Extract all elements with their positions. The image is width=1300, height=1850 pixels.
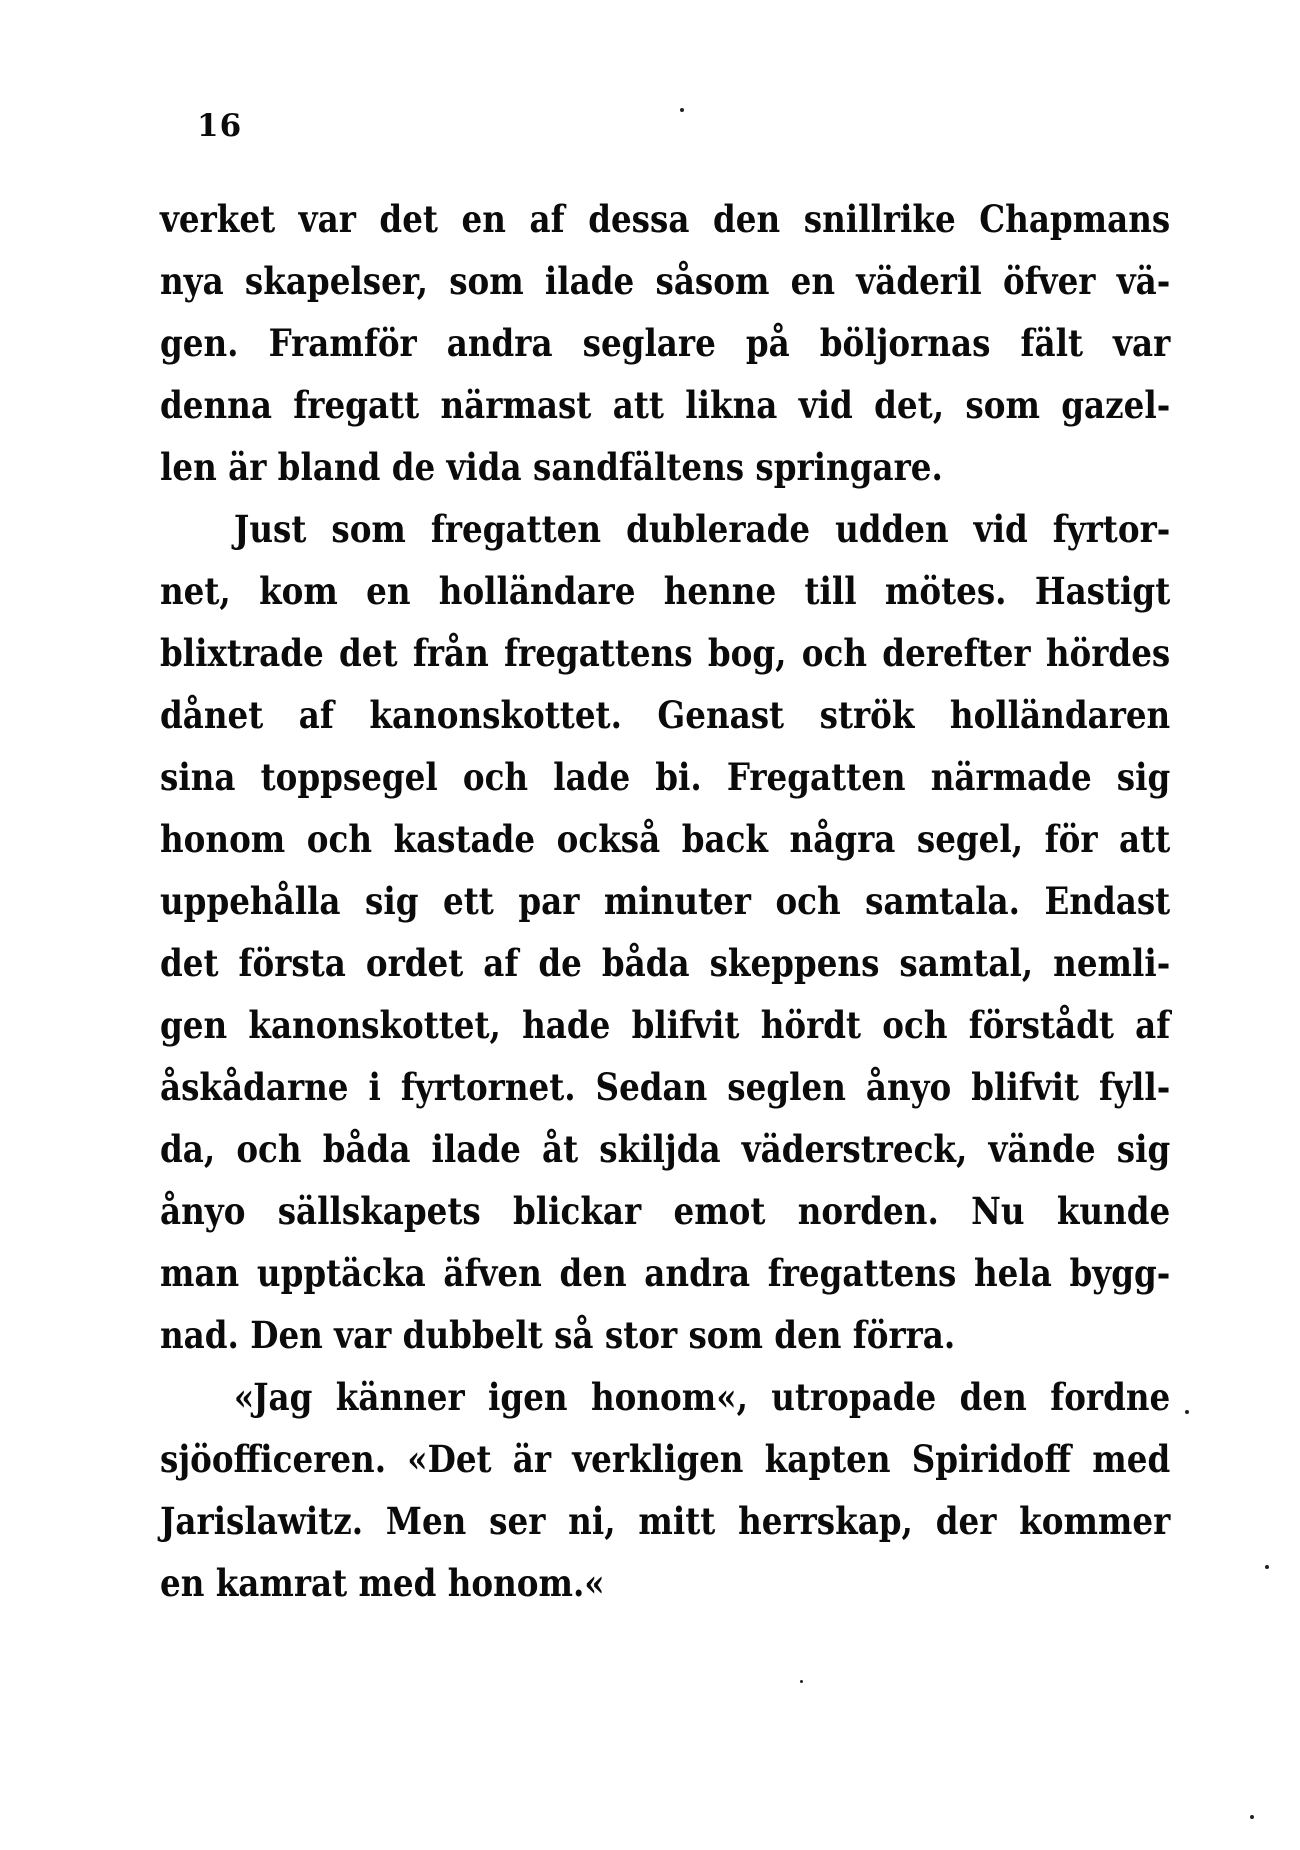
text-line: da, och båda ilade åt skiljda väderstreck, vände sig bbox=[160, 1127, 1171, 1171]
text-line: sjöofficeren. «Det är verkligen kapten Spiridoff med bbox=[160, 1437, 1171, 1481]
text-line: det första ordet af de båda skeppens samtal, nemli- bbox=[160, 941, 1171, 985]
print-speck bbox=[1250, 1815, 1254, 1819]
text-line: åskådarne i fyrtornet. Sedan seglen ånyo blifvit fyll- bbox=[160, 1065, 1171, 1109]
text-line: gen. Framför andra seglare på böljornas fält var bbox=[160, 321, 1171, 365]
text-line: verket var det en af dessa den snillrike Chapmans bbox=[160, 197, 1171, 241]
text-line: sina toppsegel och lade bi. Fregatten närmade sig bbox=[160, 755, 1171, 799]
print-speck bbox=[800, 1680, 803, 1683]
text-line: Jarislawitz. Men ser ni, mitt herrskap, der kommer bbox=[160, 1499, 1171, 1543]
text-line: nad. Den var dubbelt så stor som den förra. bbox=[160, 1313, 956, 1357]
text-line: denna fregatt närmast att likna vid det, som gazel- bbox=[160, 383, 1171, 427]
text-line: ånyo sällskapets blickar emot norden. Nu kunde bbox=[160, 1189, 1171, 1233]
page-number: 16 bbox=[197, 108, 243, 144]
text-line: Just som fregatten dublerade udden vid fyrtor- bbox=[233, 507, 1171, 551]
text-line: uppehålla sig ett par minuter och samtala. Endast bbox=[160, 879, 1171, 923]
text-line: blixtrade det från fregattens bog, och derefter hördes bbox=[160, 631, 1171, 675]
text-line: len är bland de vida sandfältens springare. bbox=[160, 445, 943, 489]
body-text bbox=[160, 188, 1170, 1614]
print-speck bbox=[680, 108, 684, 112]
text-line: gen kanonskottet, hade blifvit hördt och förstådt af bbox=[160, 1003, 1171, 1047]
print-speck bbox=[1265, 1565, 1269, 1569]
text-line: en kamrat med honom.« bbox=[160, 1561, 605, 1605]
text-line: man upptäcka äfven den andra fregattens hela bygg- bbox=[160, 1251, 1171, 1295]
text-line: nya skapelser, som ilade såsom en väderil öfver vä- bbox=[160, 259, 1171, 303]
text-line: honom och kastade också back några segel, för att bbox=[160, 817, 1171, 861]
text-line: net, kom en holländare henne till mötes. Hastigt bbox=[160, 569, 1171, 613]
print-speck bbox=[1185, 1410, 1189, 1414]
text-line: dånet af kanonskottet. Genast strök holländaren bbox=[160, 693, 1171, 737]
text-line: «Jag känner igen honom«, utropade den fordne bbox=[233, 1375, 1171, 1419]
